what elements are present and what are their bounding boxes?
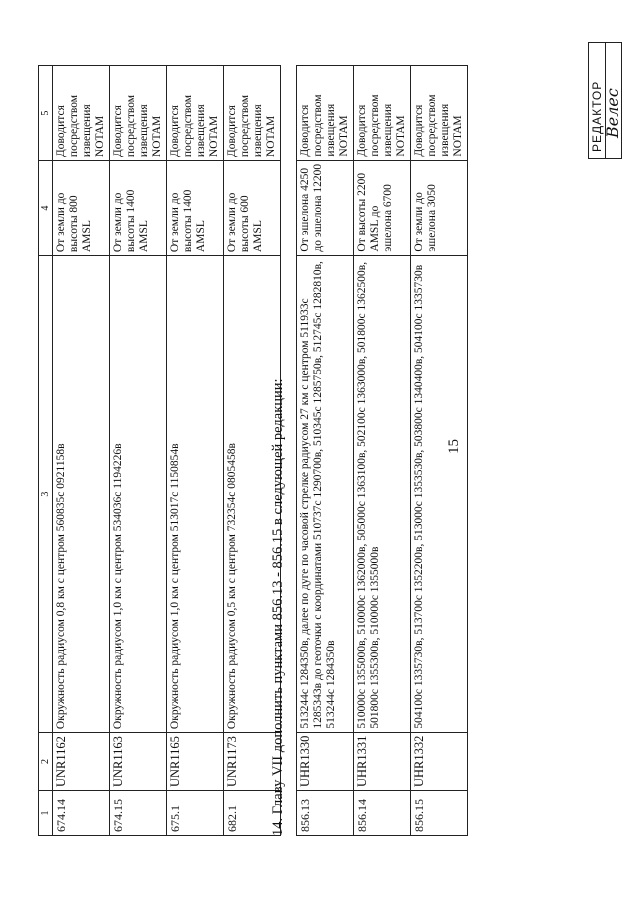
- zones-table-1: [38, 65, 281, 836]
- zone-note: Доводится посредством извещения NOTAM: [224, 66, 281, 161]
- zone-note: Доводится посредством извещения NOTAM: [297, 65, 354, 160]
- zone-boundary: 513244с 1284350в, далее по дуге по часовой стрелке радиусом 27 км с центром 511933с 1285343в до геоточки с координатами 510737с 1290700в, 510345с 1285750в, 512745с 1282810в, 513244с 1284350в: [297, 255, 354, 732]
- table-header-row: [39, 66, 53, 836]
- zone-limits: От высоты 2200 AMSL до эшелона 6700: [354, 160, 411, 255]
- zone-limits: От земли до высоты 800 AMSL: [53, 161, 110, 256]
- item-number: 675.1: [167, 791, 224, 836]
- zone-note: Доводится посредством извещения NOTAM: [411, 65, 468, 160]
- zone-limits: От земли до эшелона 3050: [411, 160, 468, 255]
- zone-code: UNR1173: [224, 733, 281, 791]
- zone-boundary: Окружность радиусом 0,5 км с центром 732354с 0805458в: [224, 256, 281, 733]
- section-heading: 14. Главу VII дополнить пунктами 856.13 - 856.15 в следующей редакции:: [270, 378, 286, 836]
- zone-note: Доводится посредством извещения NOTAM: [167, 66, 224, 161]
- zone-note: Доводится посредством извещения NOTAM: [110, 66, 167, 161]
- col-header: 5: [39, 66, 53, 161]
- zone-code: UHR1330: [297, 732, 354, 790]
- table-row: [53, 66, 110, 836]
- table-row: [297, 65, 354, 835]
- rotated-page: [8, 14, 628, 894]
- col-header: 4: [39, 161, 53, 256]
- signature: Велес: [603, 88, 622, 138]
- stamp-title: РЕДАКТОР: [590, 80, 604, 152]
- table-row: [167, 66, 224, 836]
- zone-boundary: Окружность радиусом 1,0 км с центром 534036с 1194226в: [110, 256, 167, 733]
- item-number: 856.15: [411, 791, 468, 836]
- col-header: 3: [39, 256, 53, 733]
- zone-boundary: Окружность радиусом 1,0 км с центром 513017с 1150854в: [167, 256, 224, 733]
- zone-boundary: Окружность радиусом 0,8 км с центром 560835с 0921158в: [53, 256, 110, 733]
- zones-table-2: [296, 65, 468, 836]
- zone-limits: От эшелона 4250 до эшелона 12200: [297, 160, 354, 255]
- zone-code: UNR1162: [53, 733, 110, 791]
- zone-limits: От земли до высоты 600 AMSL: [224, 161, 281, 256]
- item-number: 674.15: [110, 791, 167, 836]
- zone-note: Доводится посредством извещения NOTAM: [354, 65, 411, 160]
- zone-boundary: 504100с 1335730в, 513700с 1352200в, 513000с 1353530в, 503800с 1340400в, 504100с 1335730в: [411, 255, 468, 732]
- zone-code: UNR1165: [167, 733, 224, 791]
- zone-boundary: 510000с 1355000в, 510000с 1362000в, 505000с 1363100в, 502100с 1363000в, 501800с 1362500в, 501800с 1355300в, 510000с 1355000в: [354, 255, 411, 732]
- zone-limits: От земли до высоты 1400 AMSL: [110, 161, 167, 256]
- col-header: 1: [39, 791, 53, 836]
- zone-code: UNR1163: [110, 733, 167, 791]
- page-number: 15: [446, 439, 462, 454]
- col-header: 2: [39, 733, 53, 791]
- zone-code: UHR1331: [354, 732, 411, 790]
- item-number: 682.1: [224, 791, 281, 836]
- item-number: 856.13: [297, 791, 354, 836]
- item-number: 856.14: [354, 791, 411, 836]
- editor-stamp: [588, 42, 622, 159]
- item-number: 674.14: [53, 791, 110, 836]
- zone-note: Доводится посредством извещения NOTAM: [53, 66, 110, 161]
- table-row: [110, 66, 167, 836]
- zone-code: UHR1332: [411, 732, 468, 790]
- zone-limits: От земли до высоты 1400 AMSL: [167, 161, 224, 256]
- table-row: [354, 65, 411, 835]
